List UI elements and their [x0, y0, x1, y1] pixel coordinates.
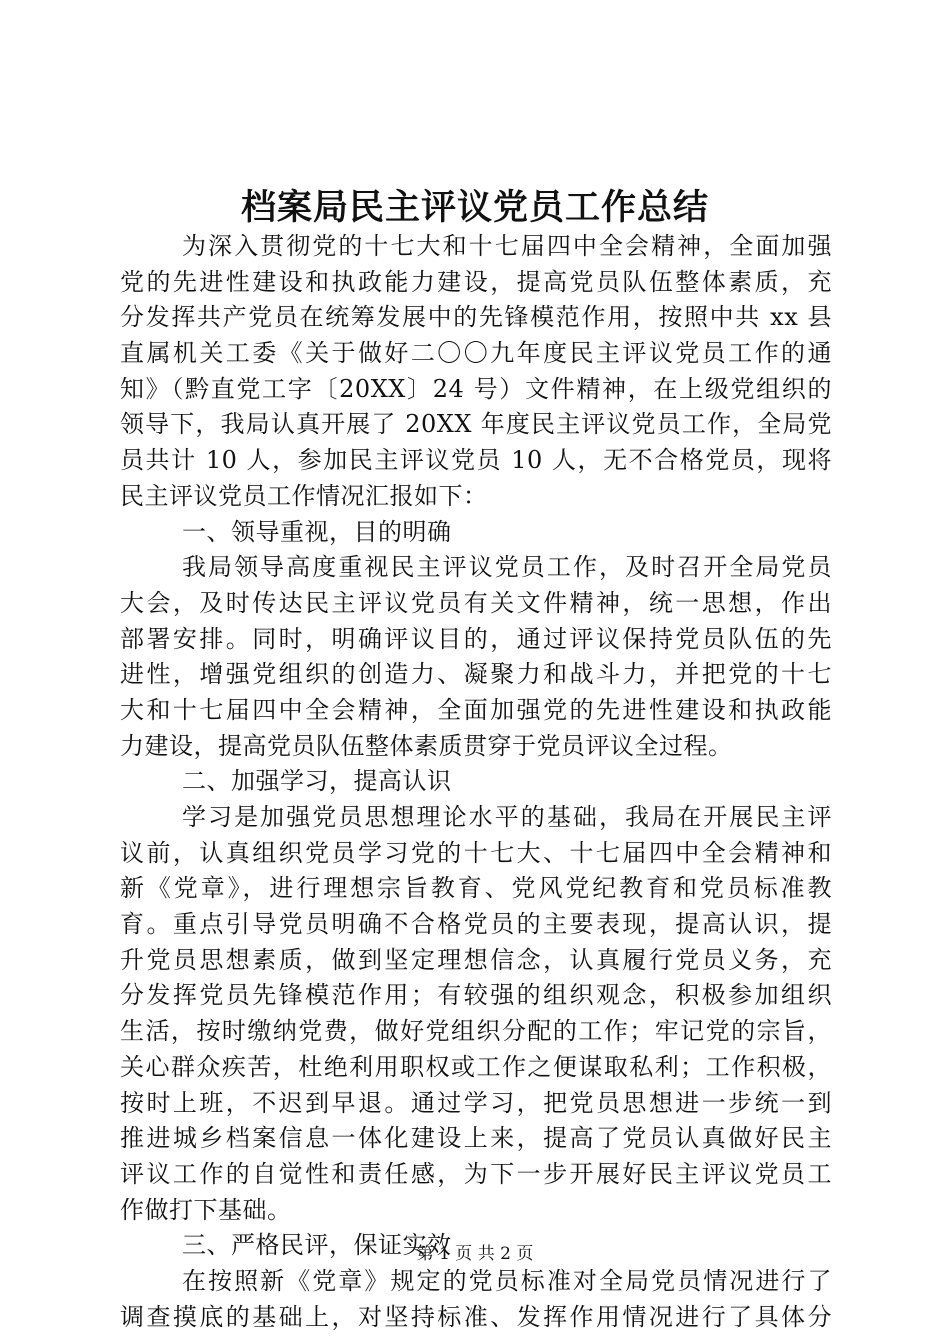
paragraph-line: 新《党章》，进行理想宗旨教育、党风党纪教育和党员标准教 — [120, 874, 832, 903]
paragraph-line: 领导下，我局认真开展了 20XX 年度民主评议党员工作，全局党 — [120, 410, 832, 439]
paragraph-line: 推进城乡档案信息一体化建设上来，提高了党员认真做好民主 — [120, 1124, 832, 1153]
paragraph-line: 分发挥共产党员在统筹发展中的先锋模范作用，按照中共 xx 县 — [120, 303, 832, 332]
paragraph-line: 知》（黔直党工字〔20XX〕24 号）文件精神，在上级党组织的 — [120, 374, 832, 403]
paragraph-line: 评议工作的自觉性和责任感，为下一步开展好民主评议党员工 — [120, 1159, 832, 1188]
paragraph-line: 作做打下基础。 — [120, 1195, 292, 1224]
paragraph-line: 育。重点引导党员明确不合格党员的主要表现，提高认识，提 — [120, 910, 832, 939]
paragraph-line: 党的先进性建设和执政能力建设，提高党员队伍整体素质，充 — [120, 267, 832, 296]
paragraph-line: 大和十七届四中全会精神，全面加强党的先进性建设和执政能 — [120, 695, 832, 724]
page-number: 第 1 页 共 2 页 — [416, 1244, 534, 1264]
paragraph-line: 按时上班，不迟到早退。通过学习，把党员思想进一步统一到 — [120, 1088, 832, 1117]
paragraph-line: 调查摸底的基础上，对坚持标准、发挥作用情况进行了具体分 — [120, 1302, 832, 1331]
section-heading: 二、加强学习，提高认识 — [182, 767, 452, 796]
paragraph-line: 为深入贯彻党的十七大和十七届四中全会精神，全面加强 — [182, 232, 832, 260]
section-heading: 三、严格民评，保证实效 — [182, 1231, 452, 1260]
paragraph-line: 议前，认真组织党员学习党的十七大、十七届四中全会精神和 — [120, 838, 832, 867]
document-body — [120, 229, 832, 1335]
paragraph-line: 分发挥党员先锋模范作用；有较强的组织观念，积极参加组织 — [120, 981, 832, 1010]
paragraph-line: 民主评议党员工作情况汇报如下： — [120, 481, 488, 510]
paragraph-line: 生活，按时缴纳党费，做好党组织分配的工作；牢记党的宗旨， — [120, 1017, 832, 1046]
paragraph-line: 在按照新《党章》规定的党员标准对全局党员情况进行了 — [182, 1266, 832, 1295]
paragraph-line: 进性，增强党组织的创造力、凝聚力和战斗力，并把党的十七 — [120, 660, 832, 689]
section-heading: 一、领导重视，目的明确 — [182, 517, 452, 546]
paragraph-line: 员共计 10 人，参加民主评议党员 10 人，无不合格党员，现将 — [120, 446, 832, 475]
paragraph-line: 力建设，提高党员队伍整体素质贯穿于党员评议全过程。 — [120, 731, 733, 760]
paragraph-line: 部署安排。同时，明确评议目的，通过评议保持党员队伍的先 — [120, 624, 832, 653]
paragraph-line: 大会，及时传达民主评议党员有关文件精神，统一思想，作出 — [120, 588, 832, 617]
paragraph-line: 直属机关工委《关于做好二〇〇九年度民主评议党员工作的通 — [120, 339, 832, 368]
paragraph-line: 升党员思想素质，做到坚定理想信念，认真履行党员义务，充 — [120, 945, 832, 974]
document-title: 档案局民主评议党员工作总结 — [240, 187, 709, 228]
paragraph-line: 学习是加强党员思想理论水平的基础，我局在开展民主评 — [182, 803, 832, 831]
paragraph-line: 我局领导高度重视民主评议党员工作，及时召开全局党员 — [182, 553, 832, 582]
paragraph-line: 关心群众疾苦，杜绝利用职权或工作之便谋取私利；工作积极， — [120, 1052, 832, 1081]
